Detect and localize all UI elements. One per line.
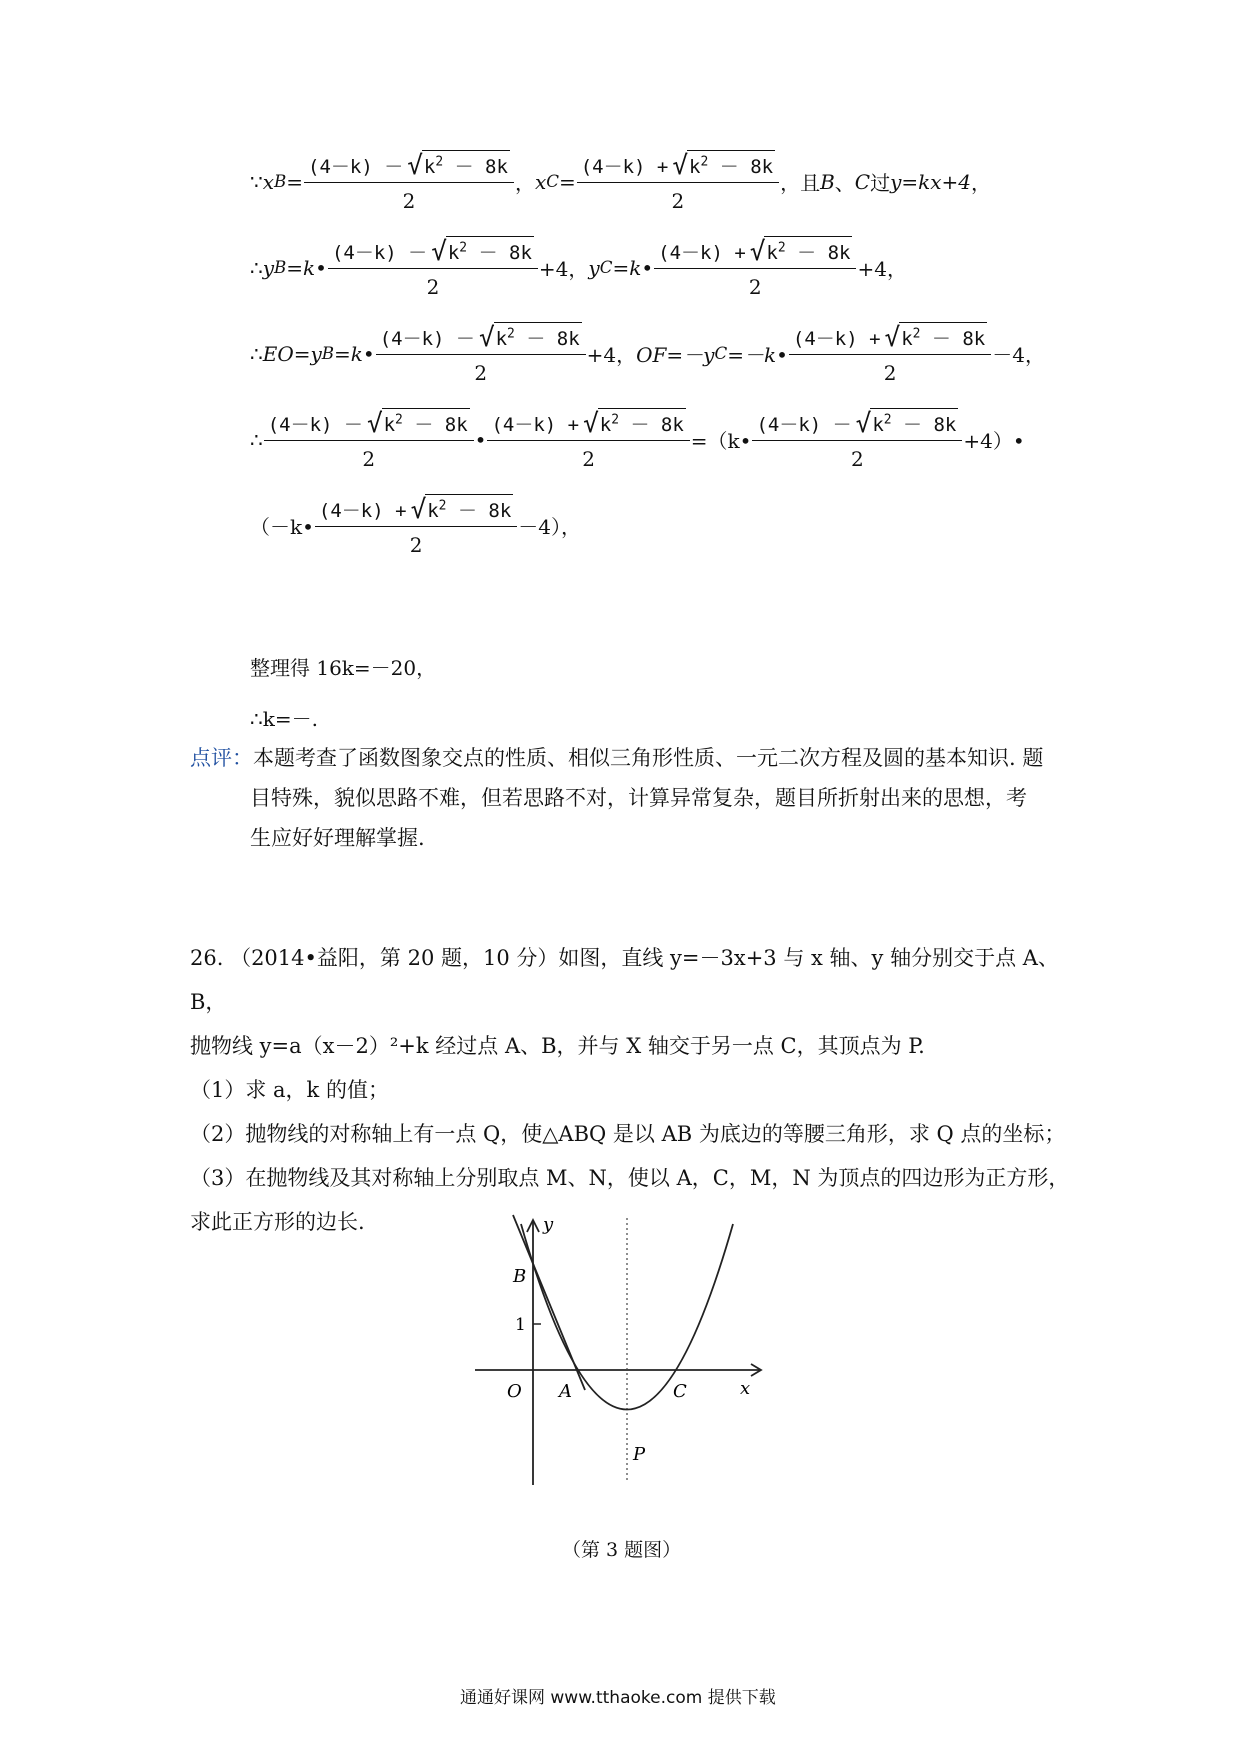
question-3b: 求此正方形的边长. — [190, 1210, 365, 1234]
because-symbol: ∵ — [250, 169, 263, 194]
solution-line-5: （－k• (4－k) + √ $k^2 - 8k$ 2 －4）， — [250, 495, 581, 557]
fraction-eo: (4－k) － √ $k^2 - 8k$ 2 — [376, 322, 586, 385]
label-c: C — [673, 1381, 687, 1402]
fraction-of: (4－k) + √ $k^2 - 8k$ 2 — [789, 322, 991, 385]
fraction-yc: (4－k) + √ $k^2 - 8k$ 2 — [654, 236, 856, 299]
fraction-xc: (4－k) + √ $k^2 - 8k$ 2 — [577, 150, 779, 213]
solution-line-1: ∵ x B = (4－k) － √ $k^2 - 8k$ 2 ， x C = (4－k) + √ $k^2 - 8k$ 2 ，且 B 、 C 过 y=kx+4 ， — [250, 151, 992, 213]
problem-statement-2: 抛物线 y=a（x－2）²+k 经过点 A、B，并与 X 轴交于另一点 C，其顶点为 P. — [190, 1034, 925, 1058]
label-x: x — [740, 1378, 751, 1399]
page-footer: 通通好课网 www.tthaoke.com 提供下载 — [460, 1688, 776, 1708]
fraction-l4-c: (4－k) － √ $k^2 - 8k$ 2 — [752, 408, 962, 471]
label-b: B — [513, 1266, 527, 1287]
solution-line-2: ∴ y B =k• (4－k) － √ $k^2 - 8k$ 2 +4， y C =k• (4－k) + √ $k^2 - 8k$ 2 +4， — [250, 237, 907, 299]
parabola-figure — [455, 1210, 775, 1520]
label-o: O — [507, 1381, 522, 1402]
label-p: P — [633, 1444, 646, 1465]
solution-line-7: ∴k=－. — [250, 707, 318, 731]
figure-caption: （第 3 题图） — [562, 1539, 682, 1561]
solution-line-6: 整理得 16k=－20， — [250, 656, 437, 680]
solution-line-3: ∴ EO=y B =k• (4－k) － √ $k^2 - 8k$ 2 +4， OF=－y C =－k• (4－k) + √ $k^2 - 8k$ 2 －4， — [250, 323, 1045, 385]
fraction-l4-a: (4－k) － √ $k^2 - 8k$ 2 — [264, 408, 474, 471]
comment-block: 点评：本题考查了函数图象交点的性质、相似三角形性质、一元二次方程及圆的基本知识. 题 目特殊，貌似思路不难，但若思路不对，计算异常复杂，题目所折射出来的思想，考 生应好好理解掌握. — [190, 746, 1044, 850]
solution-line-4: ∴ (4－k) － √ $k^2 - 8k$ 2 • (4－k) + √ $k^2 - 8k$ 2 =（k• (4－k) － √ $k^2 - 8k$ 2 +4）• — [250, 409, 1025, 471]
label-one: 1 — [515, 1315, 526, 1335]
problem-26 — [190, 936, 1070, 1244]
question-2: （2）抛物线的对称轴上有一点 Q，使△ABQ 是以 AB 为底边的等腰三角形，求 Q 点的坐标； — [190, 1122, 1066, 1146]
fraction-xb: (4－k) － √ $k^2 - 8k$ 2 — [304, 150, 514, 213]
parabola-curve — [521, 1224, 733, 1410]
problem-statement-1: 26. （2014•益阳，第 20 题，10 分）如图，直线 y=－3x+3 与 x 轴、y 轴分别交于点 A、B， — [190, 946, 1059, 1014]
label-y: y — [543, 1214, 554, 1235]
question-3a: （3）在抛物线及其对称轴上分别取点 M、N，使以 A，C，M，N 为顶点的四边形为正方形， — [190, 1166, 1070, 1190]
fraction-l5: (4－k) + √ $k^2 - 8k$ 2 — [315, 494, 517, 557]
fraction-l4-b: (4－k) + √ $k^2 - 8k$ 2 — [487, 408, 689, 471]
comment-label: 点评： — [190, 746, 253, 770]
label-a: A — [559, 1381, 572, 1402]
question-1: （1）求 a，k 的值； — [190, 1078, 389, 1102]
fraction-yb: (4－k) － √ $k^2 - 8k$ 2 — [328, 236, 538, 299]
